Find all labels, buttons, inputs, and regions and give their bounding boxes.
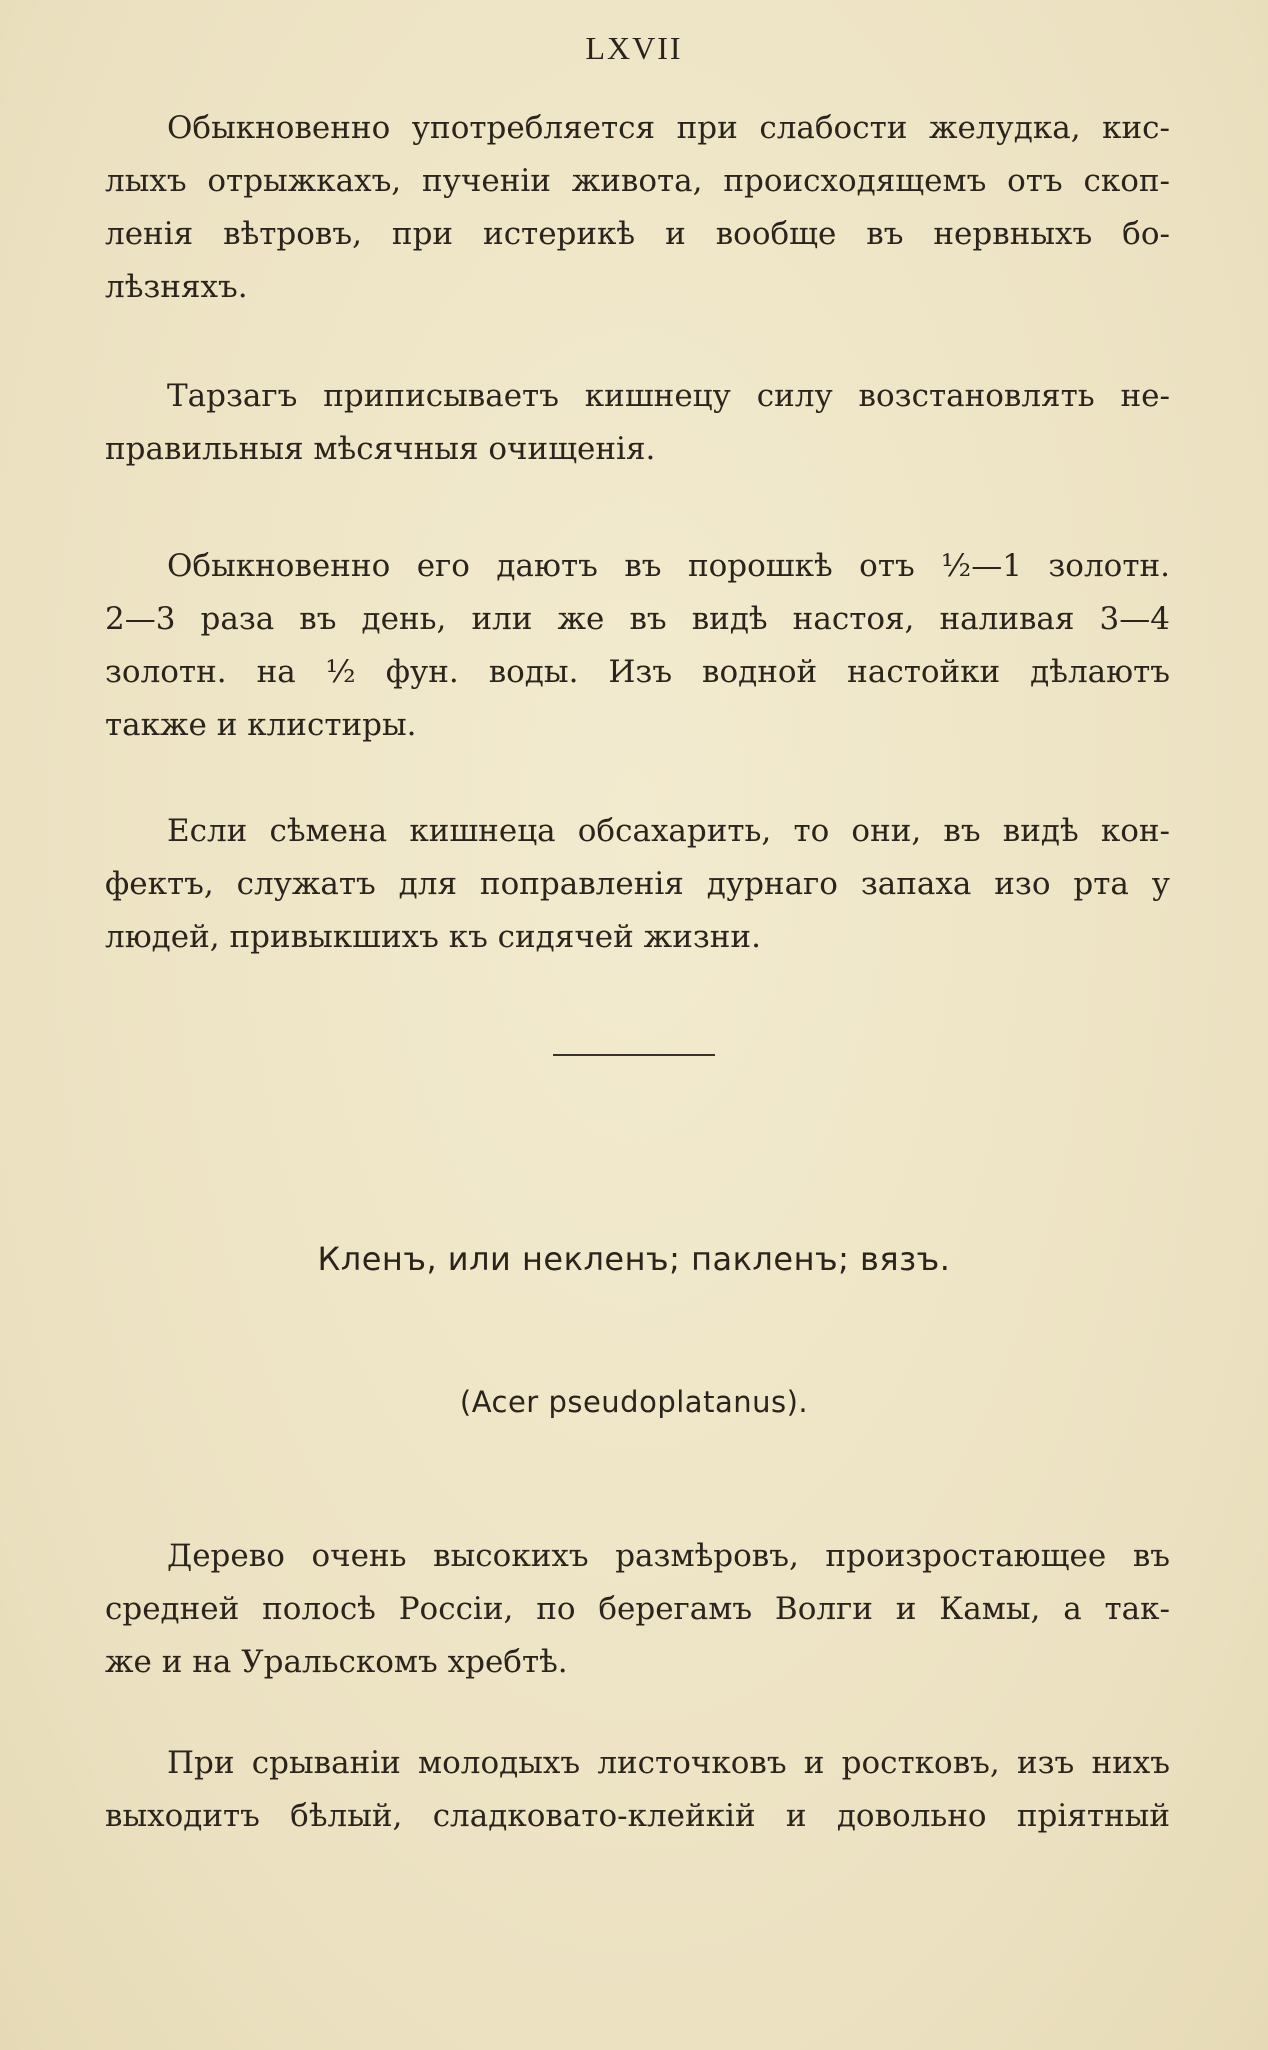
text-line: Тарзагъ приписываетъ кишнецу силу возстановлять не- bbox=[167, 378, 1170, 414]
section-heading: Кленъ, или некленъ; пакленъ; вязъ. bbox=[317, 1240, 951, 1278]
text-line: 2—3 раза въ день, или же въ видѣ настоя, наливая 3—4 bbox=[105, 601, 1170, 637]
paragraph-4 bbox=[105, 805, 1170, 964]
text-line: лыхъ отрыжкахъ, пученіи живота, происходящемъ отъ скоп- bbox=[105, 163, 1170, 199]
text-line: же и на Уральскомъ хребтѣ. bbox=[105, 1644, 568, 1680]
section-divider bbox=[553, 1054, 715, 1056]
text-line: людей, привыкшихъ къ сидячей жизни. bbox=[105, 919, 761, 955]
text-line: Если сѣмена кишнеца обсахарить, то они, въ видѣ кон- bbox=[167, 813, 1170, 849]
paragraph-3 bbox=[105, 540, 1170, 752]
text-line: лѣзняхъ. bbox=[105, 269, 248, 305]
text-line: выходитъ бѣлый, сладковато-клейкій и довольно пріятный bbox=[105, 1798, 1170, 1834]
paragraph-2 bbox=[105, 370, 1170, 476]
paragraph-6 bbox=[105, 1737, 1170, 1843]
latin-name: (Acer pseudoplatanus). bbox=[459, 1385, 809, 1419]
text-line: золотн. на ½ фун. воды. Изъ водной настойки дѣлаютъ bbox=[105, 654, 1170, 690]
text-line: средней полосѣ Россіи, по берегамъ Волги и Камы, а так- bbox=[105, 1591, 1170, 1627]
text-line: фектъ, служатъ для поправленія дурнаго запаха изо рта у bbox=[105, 866, 1170, 902]
text-line: Обыкновенно употребляется при слабости желудка, кис- bbox=[167, 110, 1170, 146]
text-line: правильныя мѣсячныя очищенія. bbox=[105, 431, 656, 467]
text-line: При срываніи молодыхъ листочковъ и ростковъ, изъ нихъ bbox=[167, 1745, 1170, 1781]
text-line: Дерево очень высокихъ размѣровъ, произростающее въ bbox=[167, 1538, 1170, 1574]
paragraph-1 bbox=[105, 102, 1170, 314]
text-line: ленія вѣтровъ, при истерикѣ и вообще въ нервныхъ бо- bbox=[105, 216, 1170, 252]
text-line: Обыкновенно его даютъ въ порошкѣ отъ ½—1 золотн. bbox=[167, 548, 1170, 584]
paragraph-5 bbox=[105, 1530, 1170, 1689]
page-number: LXVII bbox=[585, 30, 683, 66]
text-line: также и клистиры. bbox=[105, 707, 417, 743]
